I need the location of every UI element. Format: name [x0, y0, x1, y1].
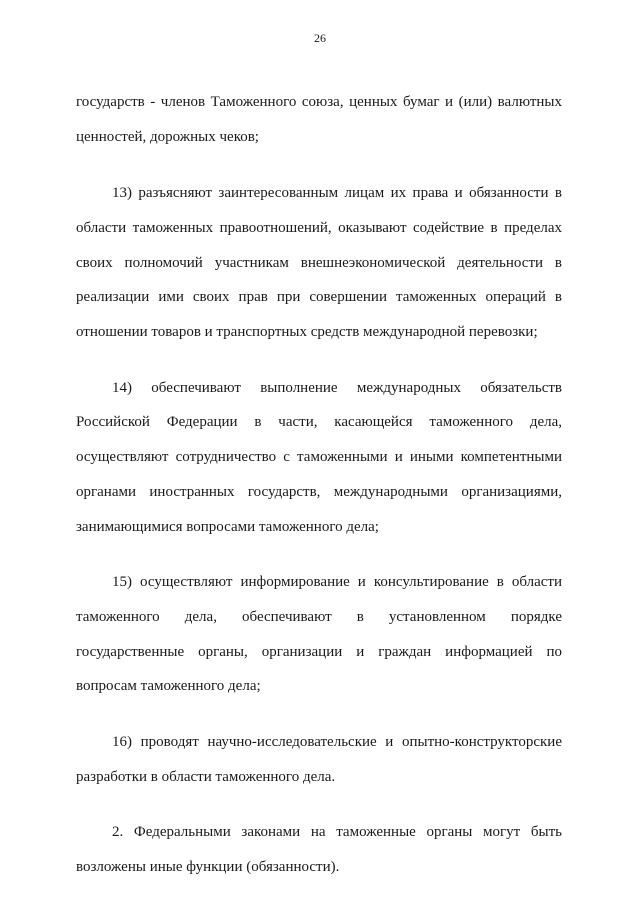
paragraph-item-13: 13) разъясняют заинтересованным лицам их права и обязанности в области таможенных правоотношений, оказывают содействие в пределах своих полномочий участникам внешнеэкономической деятельности в реализации ими своих прав при совершении таможенных операций в отношении товаров и транспортных средств международной перевозки; [76, 185, 562, 341]
document-body [76, 85, 562, 905]
paragraph-continuation: государств - членов Таможенного союза, ценных бумаг и (или) валютных ценностей, дорожных чеков; [76, 94, 562, 145]
paragraph-item-15: 15) осуществляют информирование и консультирование в области таможенного дела, обеспечивают в установленном порядке государственные органы, организации и граждан информацией по вопросам таможенного дела; [76, 574, 562, 695]
paragraph-item-16: 16) проводят научно-исследовательские и опытно-конструкторские разработки в области таможенного дела. [76, 733, 562, 785]
paragraph-clause-2: 2. Федеральными законами на таможенные органы могут быть возложены иные функции (обязанности). [76, 823, 562, 875]
page-number: 26 [314, 31, 326, 45]
paragraph-item-14: 14) обеспечивают выполнение международных обязательств Российской Федерации в части, касающейся таможенного дела, осуществляют сотрудничество с таможенными и иными компетентными органами иностранных государств, международными организациями, занимающимися вопросами таможенного дела; [76, 379, 562, 535]
